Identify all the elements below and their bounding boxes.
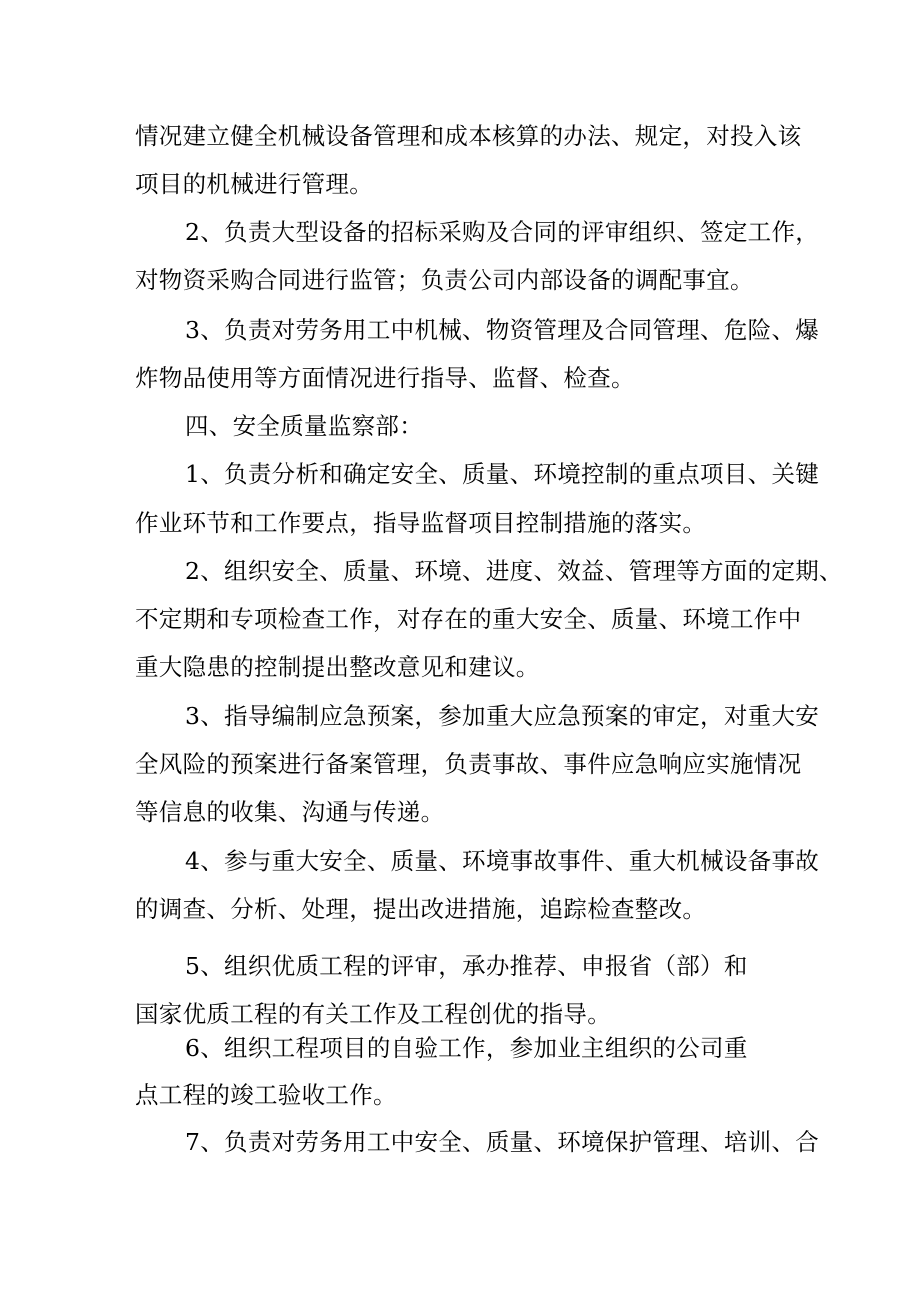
paragraph-first-line: 4、参与重大安全、质量、环境事故事件、重大机械设备事故 (185, 847, 820, 875)
text-line: 全风险的预案进行备案管理，负责事故、事件应急响应实施情况 (135, 750, 802, 778)
paragraph-first-line: 2、组织安全、质量、环境、进度、效益、管理等方面的定期、 (185, 557, 843, 585)
text-line: 等信息的收集、沟通与传递。 (135, 798, 445, 826)
text-line: 情况建立健全机械设备管理和成本核算的办法、规定，对投入该 (135, 122, 802, 150)
section-heading: 四、安全质量监察部： (185, 412, 423, 440)
paragraph-first-line: 3、指导编制应急预案，参加重大应急预案的审定，对重大安 (185, 702, 820, 730)
text-line: 对物资采购合同进行监管；负责公司内部设备的调配事宜。 (135, 266, 754, 294)
text-line: 国家优质工程的有关工作及工程创优的指导。 (135, 1000, 611, 1028)
text-line: 的调查、分析、处理，提出改进措施，追踪检查整改。 (135, 895, 707, 923)
text-line: 重大隐患的控制提出整改意见和建议。 (135, 653, 540, 681)
text-line: 炸物品使用等方面情况进行指导、监督、检查。 (135, 364, 635, 392)
paragraph-first-line: 6、组织工程项目的自验工作，参加业主组织的公司重 (185, 1034, 748, 1062)
paragraph-first-line: 1、负责分析和确定安全、质量、环境控制的重点项目、关键 (185, 460, 820, 488)
paragraph-first-line: 5、组织优质工程的评审，承办推荐、申报省（部）和 (185, 952, 748, 980)
paragraph-first-line: 3、负责对劳务用工中机械、物资管理及合同管理、危险、爆 (185, 316, 820, 344)
text-line: 不定期和专项检查工作，对存在的重大安全、质量、环境工作中 (135, 605, 802, 633)
text-line: 作业环节和工作要点，指导监督项目控制措施的落实。 (135, 509, 707, 537)
text-line: 点工程的竣工验收工作。 (135, 1081, 397, 1109)
paragraph-first-line: 7、负责对劳务用工中安全、质量、环境保护管理、培训、合 (185, 1128, 820, 1156)
paragraph-first-line: 2、负责大型设备的招标采购及合同的评审组织、签定工作， (185, 218, 820, 246)
text-line: 项目的机械进行管理。 (135, 170, 373, 198)
